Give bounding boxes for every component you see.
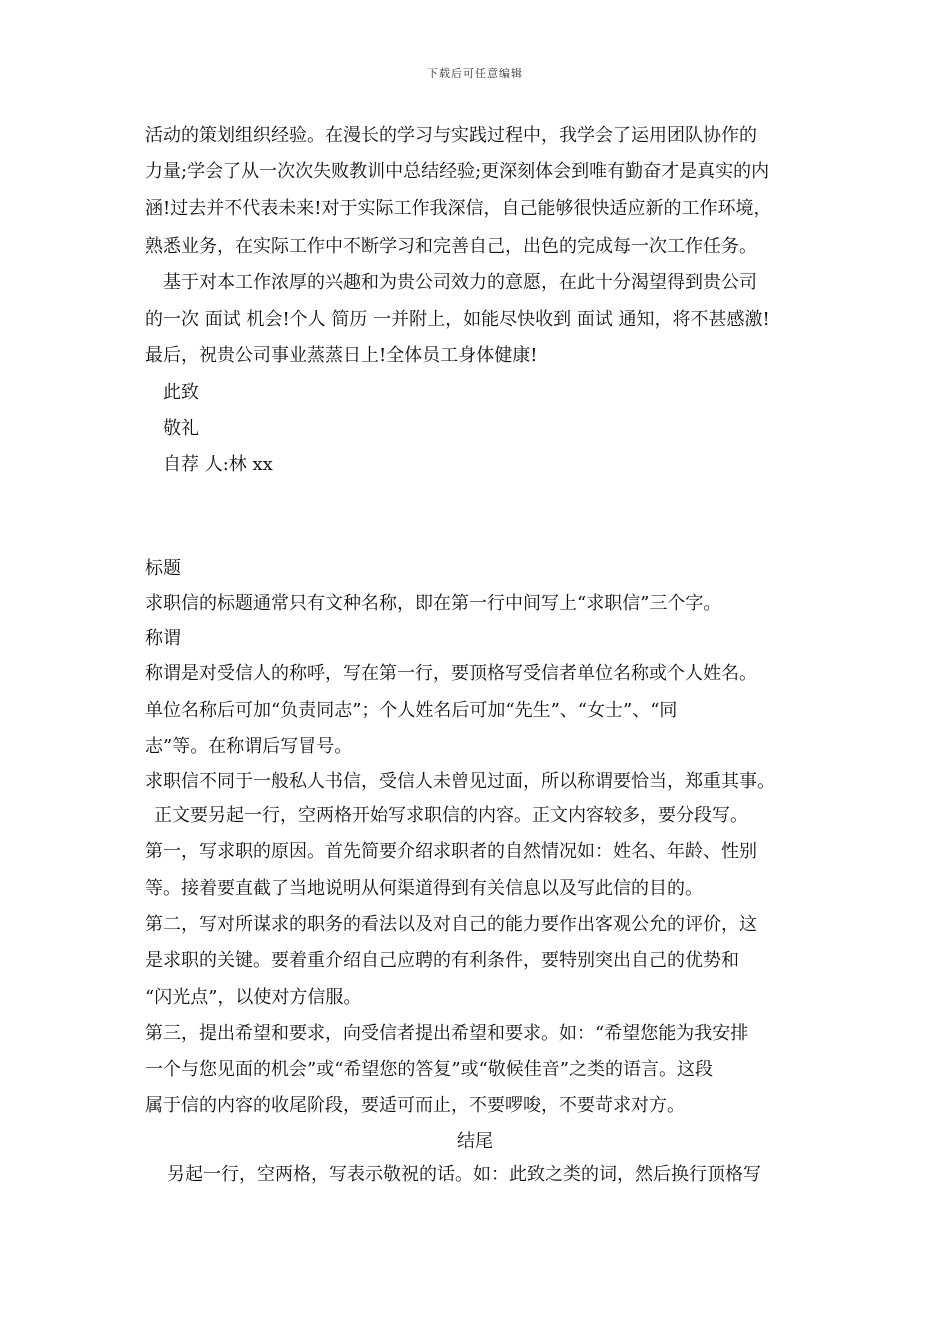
text-line: 正文要另起一行，空两格开始写求职信的内容。正文内容较多，要分段写。 xyxy=(154,805,748,826)
text-line: 求职信不同于一般私人书信，受信人未曾见过面，所以称谓要恰当，郑重其事。 xyxy=(145,771,775,792)
text-line: 熟悉业务，在实际工作中不断学习和完善自己，出色的完成每一次工作任务。 xyxy=(145,236,757,257)
text-line: 活动的策划组织经验。在漫长的学习与实践过程中，我学会了运用团队协作的 xyxy=(145,125,757,146)
section-heading-title: 标题 xyxy=(145,558,181,579)
page-header: 下载后可任意编辑 xyxy=(427,67,523,80)
text-line: 第三，提出希望和要求，向受信者提出希望和要求。如：“希望您能为我安排 xyxy=(145,1023,749,1044)
text-line: 第二，写对所谋求的职务的看法以及对自己的能力要作出客观公允的评价，这 xyxy=(145,914,757,935)
text-line: 另起一行，空两格，写表示敬祝的话。如：此致之类的词，然后换行顶格写 xyxy=(167,1164,761,1185)
section-heading-salutation: 称谓 xyxy=(145,628,181,649)
text-line: 基于对本工作浓厚的兴趣和为贵公司效力的意愿，在此十分渴望得到贵公司 xyxy=(163,272,757,293)
text-line: 力量;学会了从一次次失败教训中总结经验;更深刻体会到唯有勤奋才是真实的内 xyxy=(145,161,770,182)
text-line: 的一次 面试 机会!个人 简历 一并附上，如能尽快收到 面试 通知，将不甚感激! xyxy=(145,309,770,330)
text-line: 第一，写求职的原因。首先简要介绍求职者的自然情况如：姓名、年龄、性别 xyxy=(145,841,757,862)
text-line: 最后，祝贵公司事业蒸蒸日上!全体员工身体健康! xyxy=(145,345,538,366)
text-line: 是求职的关键。要着重介绍自己应聘的有利条件，要特别突出自己的优势和 xyxy=(145,950,739,971)
text-line: 单位名称后可加“负责同志”；个人姓名后可加“先生”、“女士”、“同 xyxy=(145,700,678,721)
text-line: 志”等。在称谓后写冒号。 xyxy=(145,736,353,757)
text-line: 属于信的内容的收尾阶段，要适可而止，不要啰唆，不要苛求对方。 xyxy=(145,1095,685,1116)
text-line: “闪光点”，以使对方信服。 xyxy=(145,987,362,1008)
text-line: 求职信的标题通常只有文种名称，即在第一行中间写上“求职信”三个字。 xyxy=(145,593,722,614)
text-line: 涵!过去并不代表未来!对于实际工作我深信，自己能够很快适应新的工作环境， xyxy=(145,198,772,219)
text-line: 称谓是对受信人的称呼，写在第一行，要顶格写受信者单位名称或个人姓名。 xyxy=(145,663,757,684)
text-line: 一个与您见面的机会”或“希望您的答复”或“敬候佳音”之类的语言。这段 xyxy=(145,1059,714,1080)
section-heading-ending: 结尾 xyxy=(457,1131,493,1152)
closing-regards: 敬礼 xyxy=(163,418,199,439)
closing-salutation: 此致 xyxy=(163,382,199,403)
text-line: 等。接着要直截了当地说明从何渠道得到有关信息以及写此信的目的。 xyxy=(145,878,703,899)
signature-line: 自荐 人:林 xx xyxy=(163,454,273,475)
